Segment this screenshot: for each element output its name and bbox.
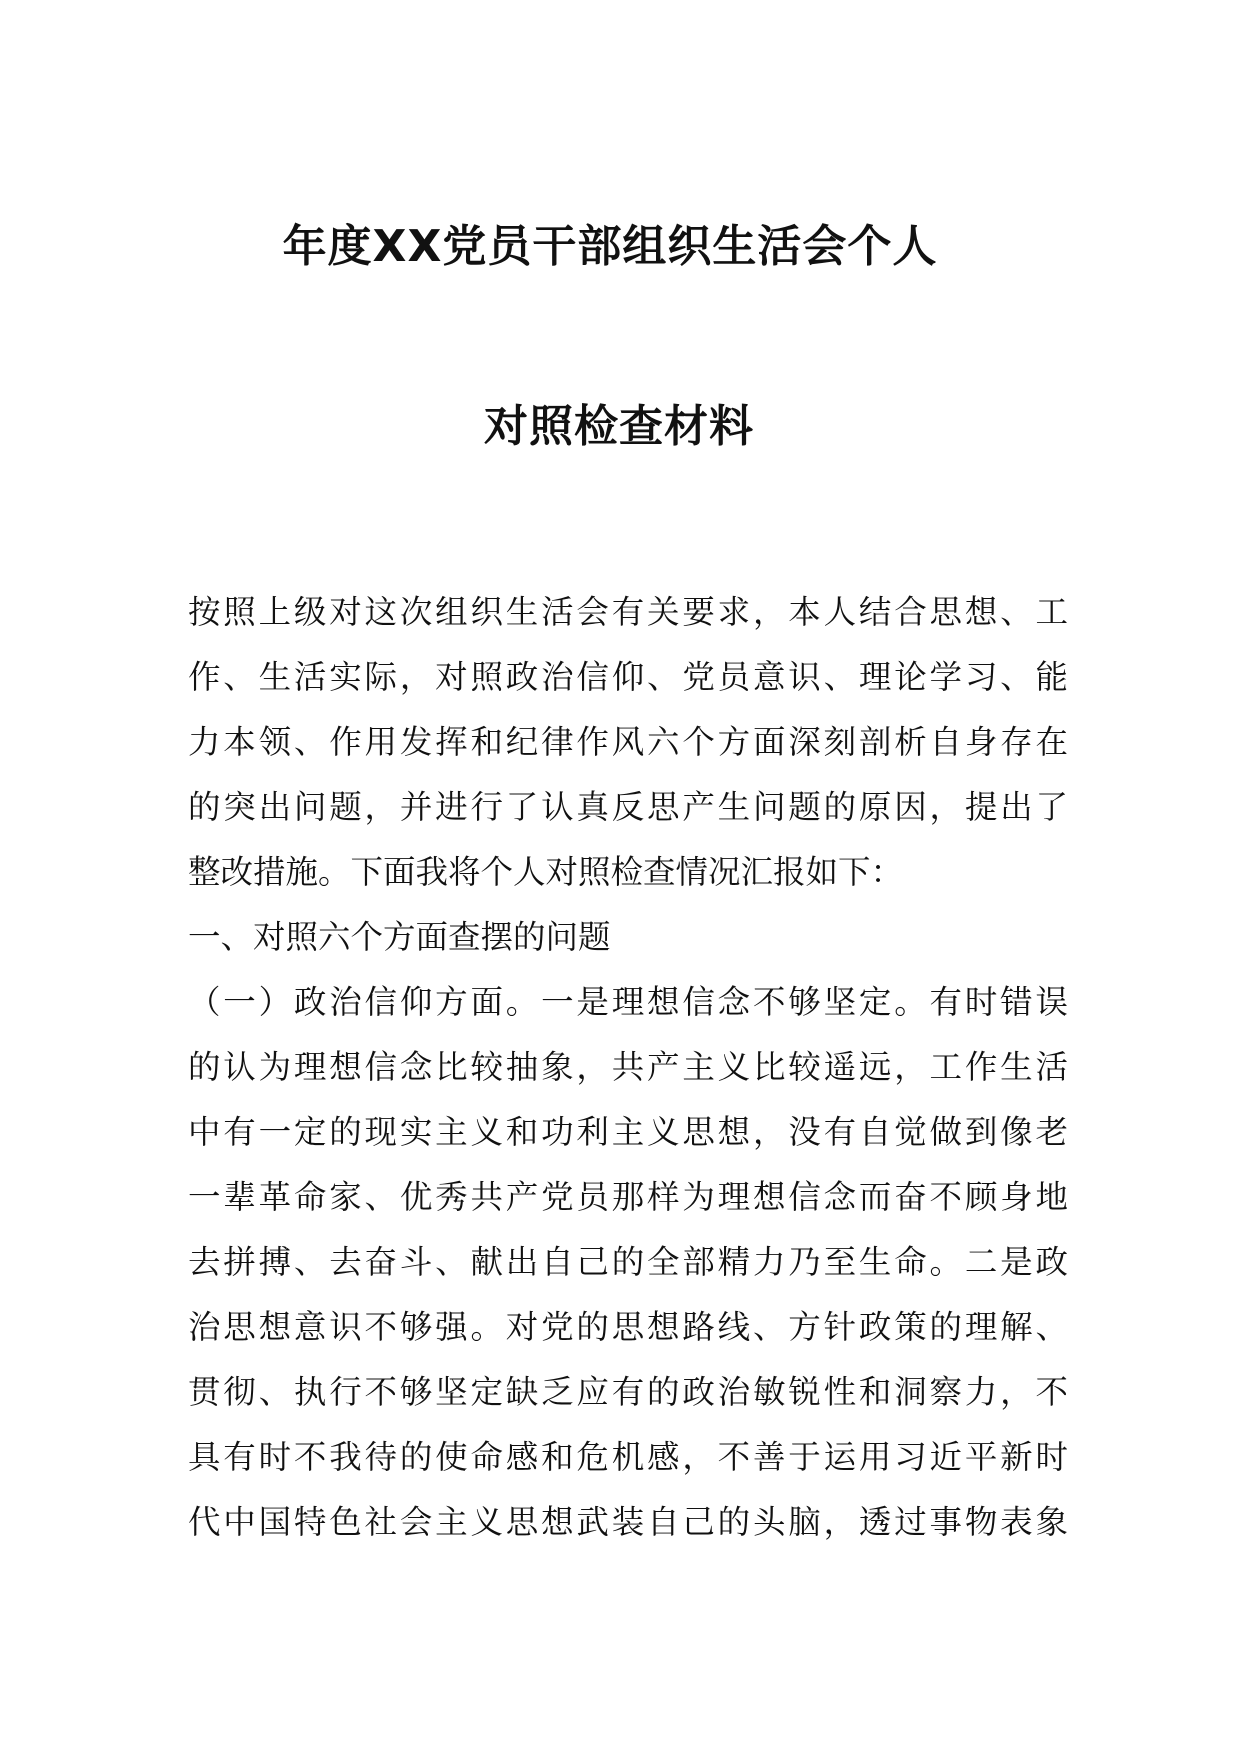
body-line: （一）政治信仰方面。一是理想信念不够坚定。有时错误 <box>188 983 1068 1021</box>
body-line: 一辈革命家、优秀共产党员那样为理想信念而奋不顾身地 <box>188 1178 1068 1216</box>
body-line: 作、生活实际，对照政治信仰、党员意识、理论学习、能 <box>188 658 1068 696</box>
body-line: 治思想意识不够强。对党的思想路线、方针政策的理解、 <box>188 1308 1068 1346</box>
document-body <box>188 580 1068 1555</box>
body-line: 贯彻、执行不够坚定缺乏应有的政治敏锐性和洞察力，不 <box>188 1373 1068 1411</box>
document-title-line-2: 对照检查材料 <box>484 401 754 452</box>
body-line: 的突出问题，并进行了认真反思产生问题的原因，提出了 <box>188 788 1068 826</box>
document-title-line-1: 年度XX党员干部组织生活会个人 <box>282 221 938 272</box>
body-line: 中有一定的现实主义和功利主义思想，没有自觉做到像老 <box>188 1113 1068 1151</box>
body-line: 代中国特色社会主义思想武装自己的头脑，透过事物表象 <box>188 1503 1068 1541</box>
body-line: 具有时不我待的使命感和危机感，不善于运用习近平新时 <box>188 1438 1068 1476</box>
body-line: 的认为理想信念比较抽象，共产主义比较遥远，工作生活 <box>188 1048 1068 1086</box>
body-line: 力本领、作用发挥和纪律作风六个方面深刻剖析自身存在 <box>188 723 1068 761</box>
body-line: 去拼搏、去奋斗、献出自己的全部精力乃至生命。二是政 <box>188 1243 1068 1281</box>
section-heading: 一、对照六个方面查摆的问题 <box>188 918 611 956</box>
body-line: 按照上级对这次组织生活会有关要求，本人结合思想、工 <box>188 593 1068 631</box>
body-line: 整改措施。下面我将个人对照检查情况汇报如下： <box>188 853 904 891</box>
